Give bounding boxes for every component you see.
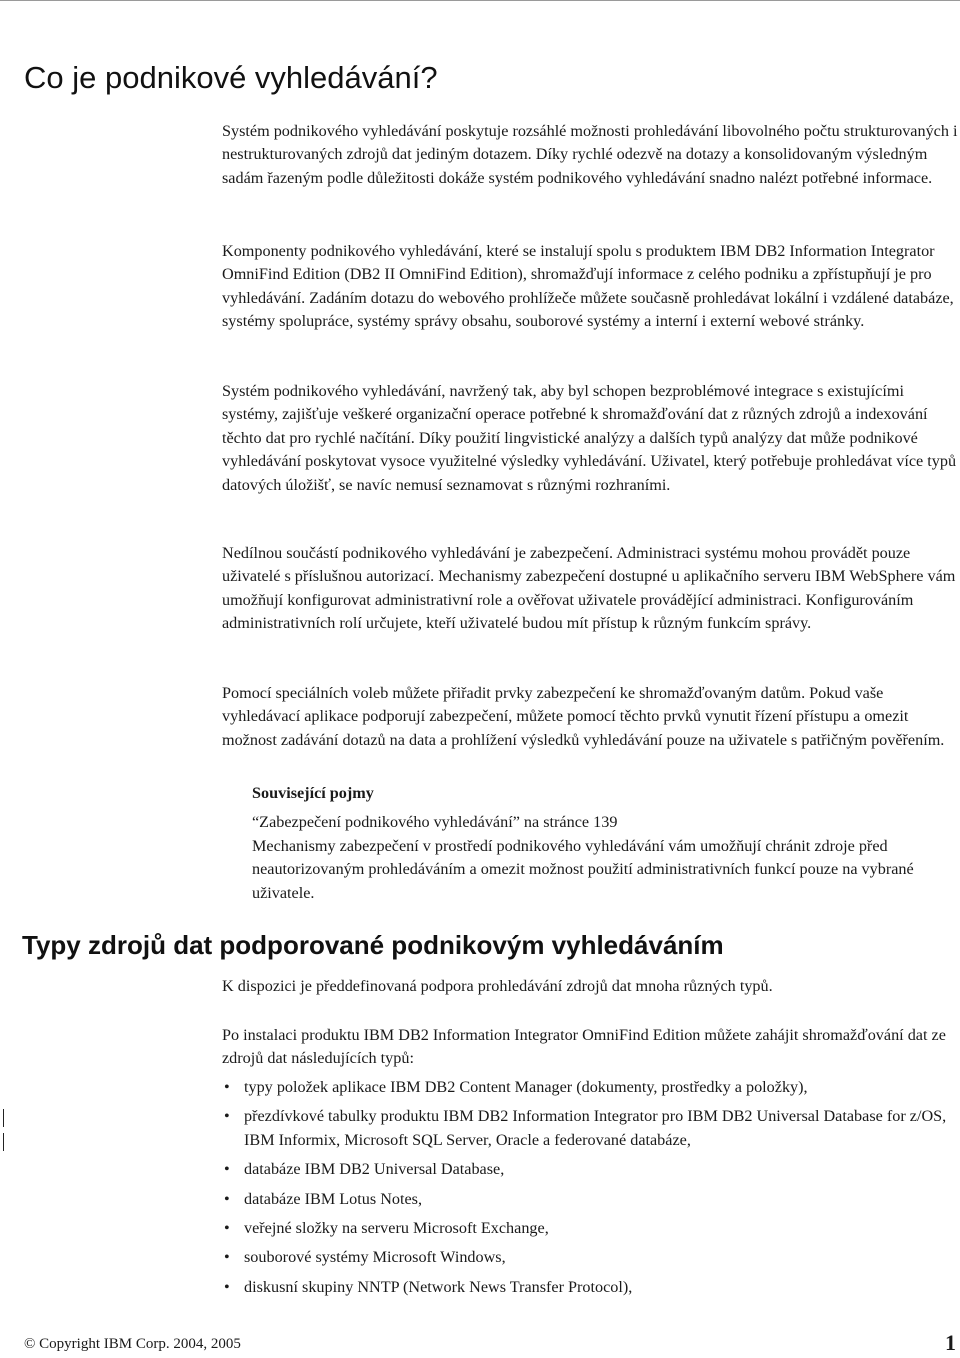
bullet-icon: • bbox=[224, 1277, 230, 1296]
paragraph: Po instalaci produktu IBM DB2 Information Integrator OmniFind Edition můžete zahájit shromažďování dat ze zdrojů dat následujících typů: bbox=[222, 1026, 946, 1068]
bullet-icon: • bbox=[224, 1189, 230, 1208]
data-source-list bbox=[222, 1076, 958, 1305]
paragraph-security-options bbox=[222, 682, 958, 752]
section-title-data-sources: Typy zdrojů dat podporované podnikovým vyhledáváním bbox=[22, 930, 724, 960]
paragraph: K dispozici je předdefinovaná podpora prohledávání zdrojů dat mnoha různých typů. bbox=[222, 977, 773, 995]
list-item: • veřejné složky na serveru Microsoft Exchange, bbox=[222, 1217, 958, 1240]
change-bar bbox=[3, 1109, 4, 1127]
list-item: • databáze IBM DB2 Universal Database, bbox=[222, 1158, 958, 1181]
paragraph: Systém podnikového vyhledávání, navržený tak, aby byl schopen bezproblémové integrace s existujícími systémy, zajišťuje veškeré organizační operace potřebné k shromažďování dat z různých zdrojů a indexování těchto dat pro rychlé načítání. Díky použití lingvistické analýzy a dalších typů analýzy dat může podnikové vyhledávání poskytovat vysoce využitelné výsledky vyhledávání. Uživatel, který potřebuje prohledávat více typů datových úložišť, se navíc nemusí seznamovat s různými rozhraními. bbox=[222, 382, 957, 494]
bullet-icon: • bbox=[224, 1219, 230, 1238]
page-number: 1 bbox=[945, 1330, 956, 1355]
section-title: Co je podnikové vyhledávání? bbox=[24, 60, 438, 95]
bullet-icon: • bbox=[224, 1078, 230, 1096]
bullet-icon: • bbox=[224, 1248, 230, 1267]
paragraph: Pomocí speciálních voleb můžete přiřadit prvky zabezpečení ke shromažďovaným datům. Pokud vaše vyhledávací aplikace podporují zabezpečení, můžete pomocí těchto prvků vynutit řízení přístupu a omezit možnost zadávání dotazů na data a prohlížení výsledků vyhledávání pouze na uživatele s patřičným pověřením. bbox=[222, 684, 945, 749]
related-concepts bbox=[252, 782, 958, 905]
list-item: • databáze IBM Lotus Notes, bbox=[222, 1188, 958, 1211]
copyright-notice: © Copyright IBM Corp. 2004, 2005 bbox=[24, 1336, 241, 1352]
list-item: • souborové systémy Microsoft Windows, bbox=[222, 1246, 958, 1269]
paragraph: Komponenty podnikového vyhledávání, které se instalují spolu s produktem IBM DB2 Information Integrator OmniFind Edition (DB2 II OmniFind Edition), shromažďují informace z celého podniku a zpřístupňují je pro vyhledávání. Zadáním dotazu do webového prohlížeče můžete současně prohledávat lokální i vzdálené databáze, systémy spolupráce, systémy správy obsahu, souborové systémy a interní i externí webové stránky. bbox=[222, 242, 954, 331]
paragraph-predefined-support bbox=[222, 975, 958, 998]
paragraph: Nedílnou součástí podnikového vyhledávání je zabezpečení. Administraci systému mohou provádět pouze uživatelé s příslušnou autorizací. Mechanismy zabezpečení dostupné u aplikačního serveru IBM WebSphere vám umožňují konfigurovat administrativní role a ověřovat uživatele provádějící administraci. Konfigurováním administrativních rolí určujete, kteří uživatelé budou mít přístup k různým funkcím správy. bbox=[222, 544, 956, 633]
change-bar bbox=[3, 1133, 4, 1151]
paragraph-security bbox=[222, 542, 958, 636]
paragraph-components bbox=[222, 240, 958, 334]
paragraph-after-install bbox=[222, 1024, 958, 1071]
top-rule bbox=[0, 0, 960, 1]
related-heading: Související pojmy bbox=[252, 784, 374, 802]
related-description: Mechanismy zabezpečení v prostředí podnikového vyhledávání vám umožňují chránit zdroje před neautorizovaným prohledáváním a omezit možnost použití administrativních funkcí pouze na vybrané uživatele. bbox=[252, 836, 914, 902]
paragraph-integration bbox=[222, 380, 958, 497]
list-item: • diskusní skupiny NNTP (Network News Transfer Protocol), bbox=[222, 1276, 958, 1299]
related-link[interactable]: “Zabezpečení podnikového vyhledávání” na stránce 139 bbox=[252, 813, 618, 832]
bullet-icon: • bbox=[224, 1107, 230, 1126]
list-item: • typy položek aplikace IBM DB2 Content Manager (dokumenty, prostředky a položky), bbox=[222, 1076, 958, 1099]
bullet-icon: • bbox=[224, 1160, 230, 1179]
list-item: • přezdívkové tabulky produktu IBM DB2 Information Integrator pro IBM DB2 Universal Database for z/OS, IBM Informix, Microsoft SQL Server, Oracle a federované databáze, bbox=[224, 1107, 947, 1149]
paragraph-intro bbox=[222, 120, 958, 190]
paragraph: Systém podnikového vyhledávání poskytuje rozsáhlé možnosti prohledávání libovolného počtu strukturovaných i nestrukturovaných zdrojů dat jediným dotazem. Díky rychlé odezvě na dotazy a konsolidovaným výsledným sadám řazeným podle důležitosti dokáže systém podnikového vyhledávání snadno nalézt potřebné informace. bbox=[222, 122, 958, 187]
